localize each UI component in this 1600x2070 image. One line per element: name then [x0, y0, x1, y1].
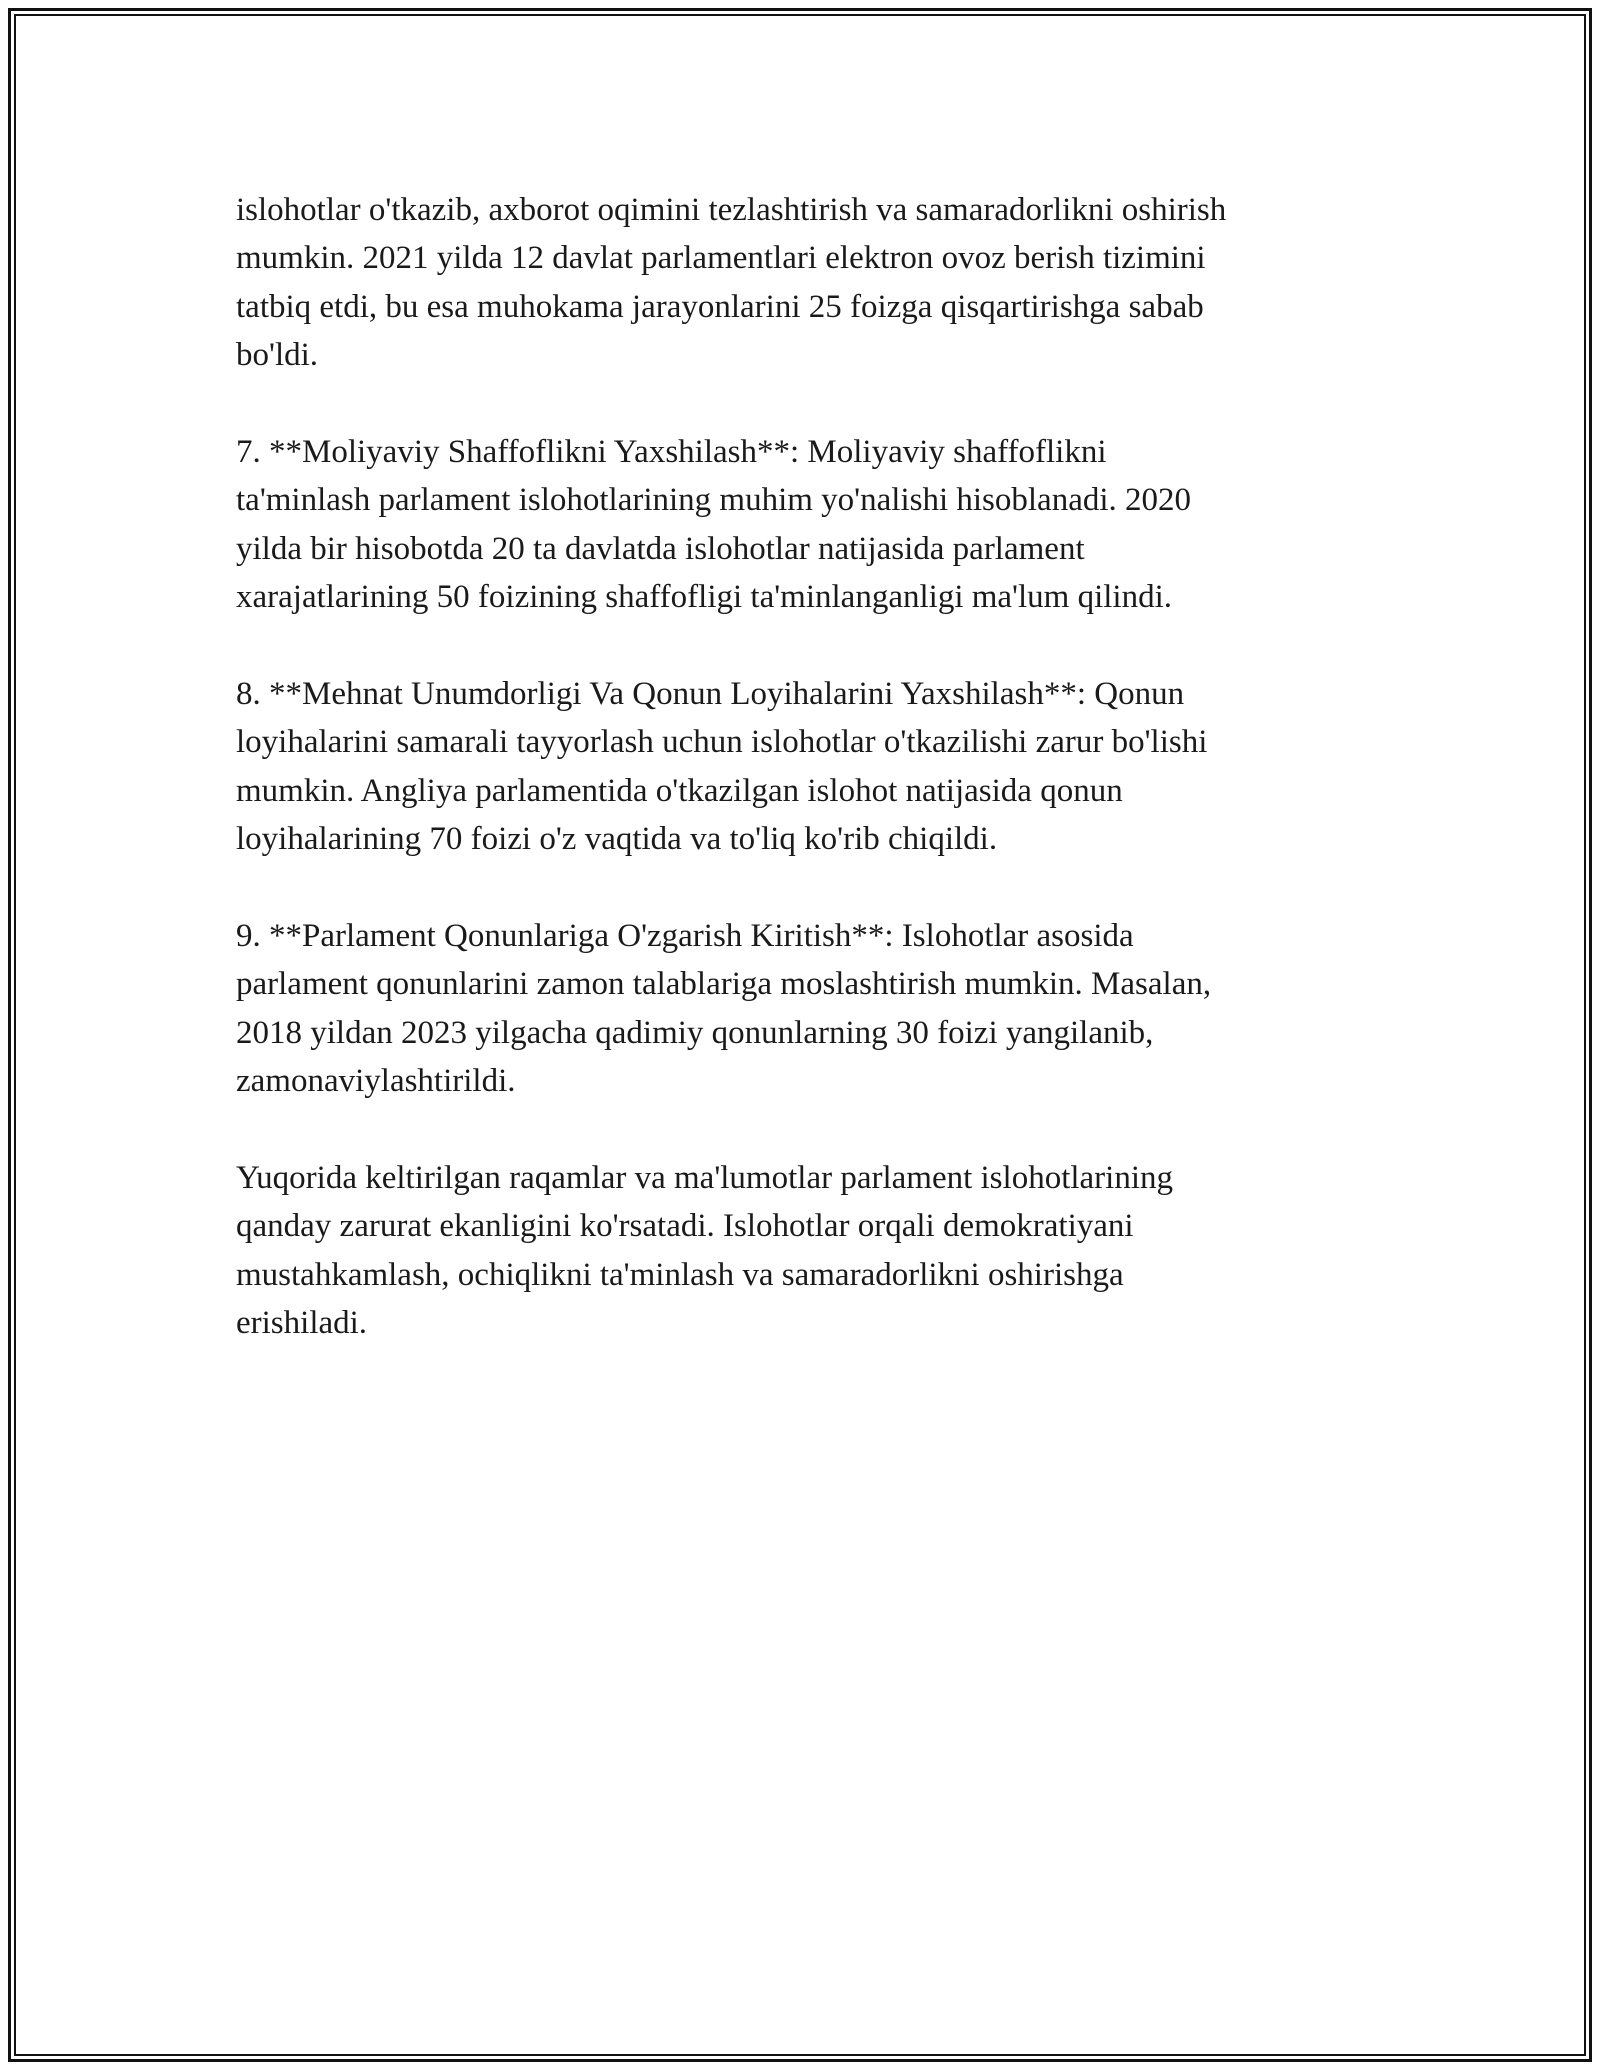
document-body	[236, 186, 1366, 1396]
paragraph-conclusion: Yuqorida keltirilgan raqamlar va ma'lumotlar parlament islohotlarining qanday zarurat ekanligini ko'rsatadi. Islohotlar orqali demokratiyani mustahkamlash, ochiqlikni ta'minlash va samaradorlikni oshirishga erishiladi.	[236, 1160, 1174, 1342]
paragraph-item-9: 9. **Parlament Qonunlariga O'zgarish Kiritish**: Islohotlar asosida parlament qonunlarini zamon talablariga moslashtirish mumkin. Masalan, 2018 yildan 2023 yilgacha qadimiy qonunlarning 30 foizi yangilanib, zamonaviylashtirildi.	[236, 918, 1212, 1100]
paragraph-intro-continuation: islohotlar o'tkazib, axborot oqimini tezlashtirish va samaradorlikni oshirish mumkin. 2021 yilda 12 davlat parlamentlari elektron ovoz berish tizimini tatbiq etdi, bu esa muhokama jarayonlarini 25 foizga qisqartirishga sabab bo'ldi.	[236, 192, 1227, 374]
paragraph-item-8: 8. **Mehnat Unumdorligi Va Qonun Loyihalarini Yaxshilash**: Qonun loyihalarini samarali tayyorlash uchun islohotlar o'tkazilishi zarur bo'lishi mumkin. Angliya parlamentida o'tkazilgan islohot natijasida qonun loyihalarining 70 foizi o'z vaqtida va to'liq ko'rib chiqildi.	[236, 676, 1208, 858]
paragraph-item-7: 7. **Moliyaviy Shaffoflikni Yaxshilash**: Moliyaviy shaffoflikni ta'minlash parlament islohotlarining muhim yo'nalishi hisoblanadi. 2020 yilda bir hisobotda 20 ta davlatda islohotlar natijasida parlament xarajatlarining 50 foizining shaffofligi ta'minlanganligi ma'lum qilindi.	[236, 434, 1192, 616]
